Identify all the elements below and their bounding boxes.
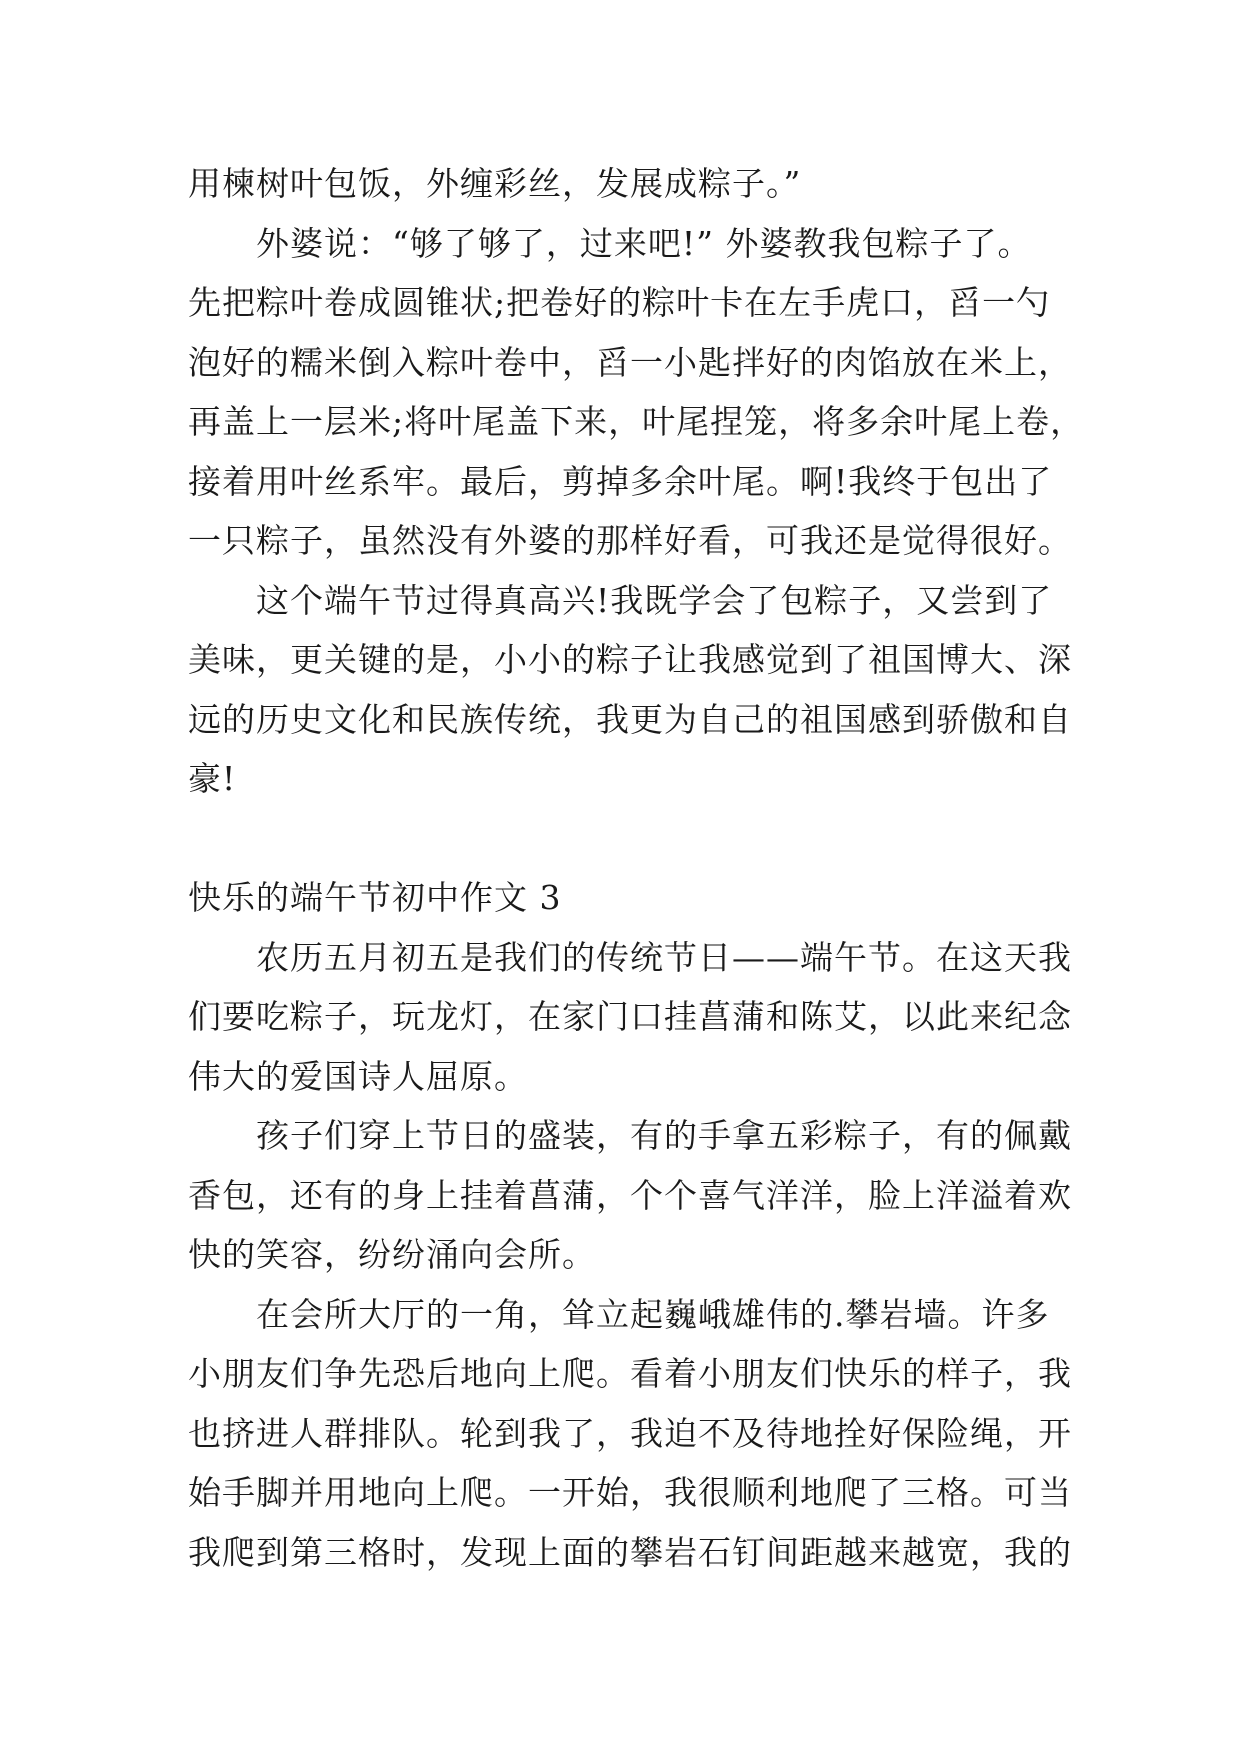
paragraph-line: 农历五月初五是我们的传统节日——端午节。在这天我: [256, 937, 1072, 977]
paragraph-line: 孩子们穿上节日的盛装，有的手拿五彩粽子，有的佩戴: [256, 1116, 1072, 1155]
paragraph-line: 伟大的爱国诗人屈原。: [188, 1056, 528, 1096]
paragraph-line: 我爬到第三格时，发现上面的攀岩石钉间距越来越宽，我的: [188, 1532, 1072, 1572]
paragraph-line: 用楝树叶包饭，外缠彩丝，发展成粽子。”: [188, 164, 802, 203]
paragraph-line: 先把粽叶卷成圆锥状;把卷好的粽叶卡在左手虎口，舀一勺: [188, 283, 1051, 322]
paragraph-line: 再盖上一层米;将叶尾盖下来，叶尾捏笼，将多余叶尾上卷，: [188, 402, 1085, 441]
paragraph-line: 快的笑容，纷纷涌向会所。: [188, 1235, 596, 1274]
section-spacer: [188, 809, 1068, 869]
paragraph-line: 这个端午节过得真高兴!我既学会了包粽子，又尝到了: [256, 580, 1053, 620]
paragraph-line: 接着用叶丝系牢。最后，剪掉多余叶尾。啊!我终于包出了: [188, 461, 1053, 501]
paragraph-line: 香包，还有的身上挂着菖蒲，个个喜气洋洋，脸上洋溢着欢: [188, 1175, 1072, 1215]
paragraph-line: 小朋友们争先恐后地向上爬。看着小朋友们快乐的样子，我: [188, 1354, 1072, 1393]
section-title: 快乐的端午节初中作文 3: [188, 878, 562, 917]
paragraph-line: 外婆说：“够了够了，过来吧!” 外婆教我包粽子了。: [256, 223, 1032, 263]
paragraph-line: 一只粽子，虽然没有外婆的那样好看，可我还是觉得很好。: [188, 521, 1072, 560]
paragraph-line: 远的历史文化和民族传统，我更为自己的祖国感到骄傲和自: [188, 699, 1072, 739]
document-body: [188, 154, 1085, 1582]
paragraph-line: 也挤进人群排队。轮到我了，我迫不及待地拴好保险绳，开: [188, 1413, 1072, 1453]
paragraph-line: 在会所大厅的一角，耸立起巍峨雄伟的.攀岩墙。许多: [256, 1294, 1050, 1334]
paragraph-line: 美味，更关键的是，小小的粽子让我感觉到了祖国博大、深: [188, 640, 1072, 679]
paragraph-line: 豪!: [188, 759, 237, 798]
paragraph-line: 们要吃粽子，玩龙灯，在家门口挂菖蒲和陈艾，以此来纪念: [188, 997, 1072, 1036]
paragraph-line: 泡好的糯米倒入粽叶卷中，舀一小匙拌好的肉馅放在米上，: [188, 342, 1072, 382]
paragraph-line: 始手脚并用地向上爬。一开始，我很顺利地爬了三格。可当: [188, 1473, 1072, 1512]
